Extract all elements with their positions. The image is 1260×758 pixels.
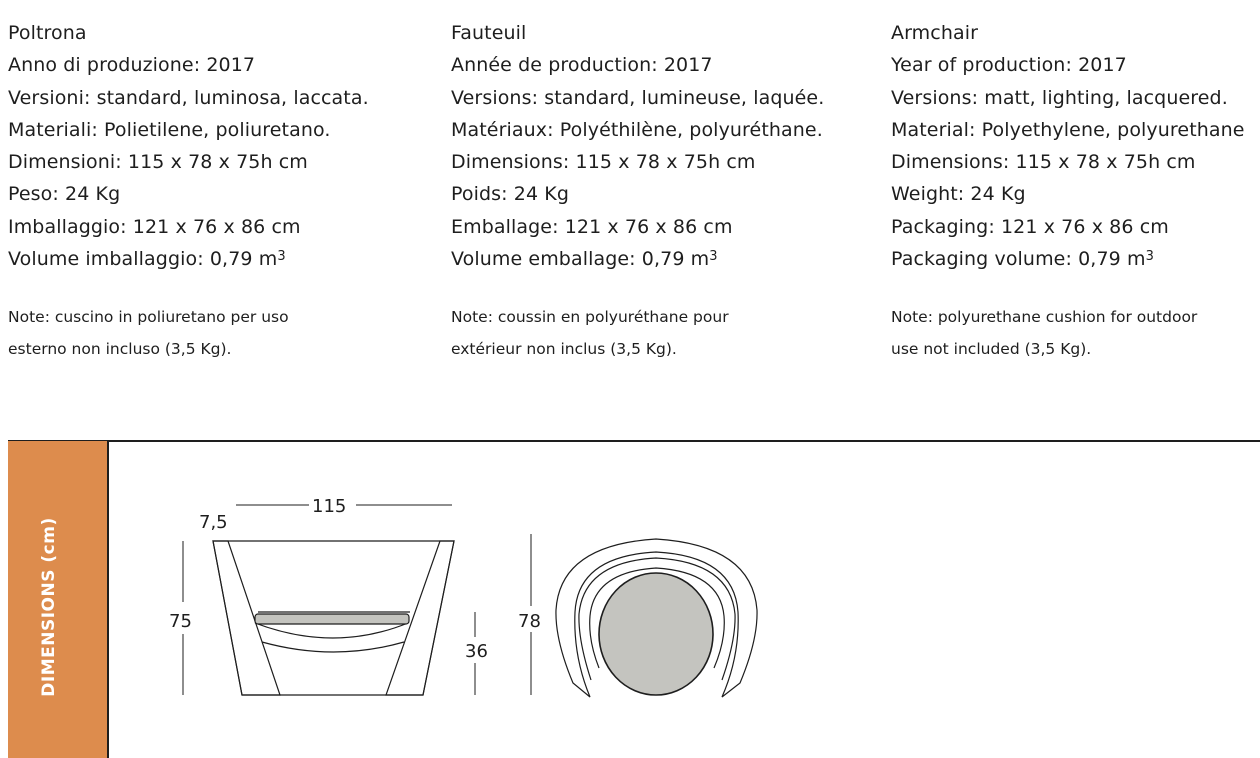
dimensions-tab-label: DIMENSIONS (cm)	[39, 517, 59, 697]
width-label: 115	[312, 496, 347, 517]
versions: Versioni: standard, luminosa, laccata.	[8, 86, 369, 109]
production-year: Anno di produzione: 2017	[8, 54, 256, 77]
materials: Material: Polyethylene, polyurethane	[891, 118, 1245, 141]
dimensions: Dimensions: 115 x 78 x 75h cm	[891, 151, 1196, 174]
dimensions: Dimensions: 115 x 78 x 75h cm	[451, 151, 756, 174]
weight: Weight: 24 Kg	[891, 183, 1026, 206]
versions: Versions: matt, lighting, lacquered.	[891, 86, 1228, 109]
seat-height-label: 36	[465, 641, 488, 662]
weight: Peso: 24 Kg	[8, 183, 121, 206]
packaging-volume: Volume emballage: 0,79 $m^3$	[451, 248, 718, 271]
packaging: Packaging: 121 x 76 x 86 cm	[891, 215, 1169, 238]
seat-front-curve	[262, 642, 404, 652]
depth-label: 78	[518, 611, 541, 632]
product-name: Fauteuil	[451, 22, 527, 44]
production-year: Année de production: 2017	[451, 54, 713, 77]
note: Note: coussin en polyuréthane pour extérieur non inclus (3,5 Kg).	[451, 308, 729, 358]
versions: Versions: standard, lumineuse, laquée.	[451, 86, 825, 109]
packaging: Imballaggio: 121 x 76 x 86 cm	[8, 215, 301, 238]
packaging-volume: Volume imballaggio: 0,79 $m^3$	[8, 248, 286, 271]
armchair-front-view	[213, 541, 454, 695]
production-year: Year of production: 2017	[891, 54, 1127, 77]
volume-exponent: 3	[277, 249, 286, 265]
seat-cushion	[255, 614, 409, 624]
product-name: Poltrona	[8, 22, 87, 44]
weight: Poids: 24 Kg	[451, 183, 570, 206]
armchair-top-view	[556, 539, 757, 697]
seat-back-curve	[255, 623, 408, 638]
packaging: Emballage: 121 x 76 x 86 cm	[451, 215, 733, 238]
note: Note: cuscino in poliuretano per uso esterno non incluso (3,5 Kg).	[8, 308, 289, 358]
top-cushion	[599, 573, 713, 695]
materials: Matériaux: Polyéthilène, polyuréthane.	[451, 118, 823, 141]
materials: Materiali: Polietilene, poliuretano.	[8, 118, 331, 141]
dimension-lines	[183, 505, 531, 695]
volume-exponent: 3	[709, 249, 718, 265]
dimensions: Dimensioni: 115 x 78 x 75h cm	[8, 151, 308, 174]
height-label: 75	[169, 611, 192, 632]
volume-exponent: 3	[1145, 249, 1154, 265]
arm-width-label: 7,5	[199, 512, 228, 533]
product-name: Armchair	[891, 22, 979, 44]
packaging-volume: Packaging volume: 0,79 $m^3$	[891, 248, 1154, 271]
note: Note: polyurethane cushion for outdoor use not included (3,5 Kg).	[891, 308, 1198, 358]
